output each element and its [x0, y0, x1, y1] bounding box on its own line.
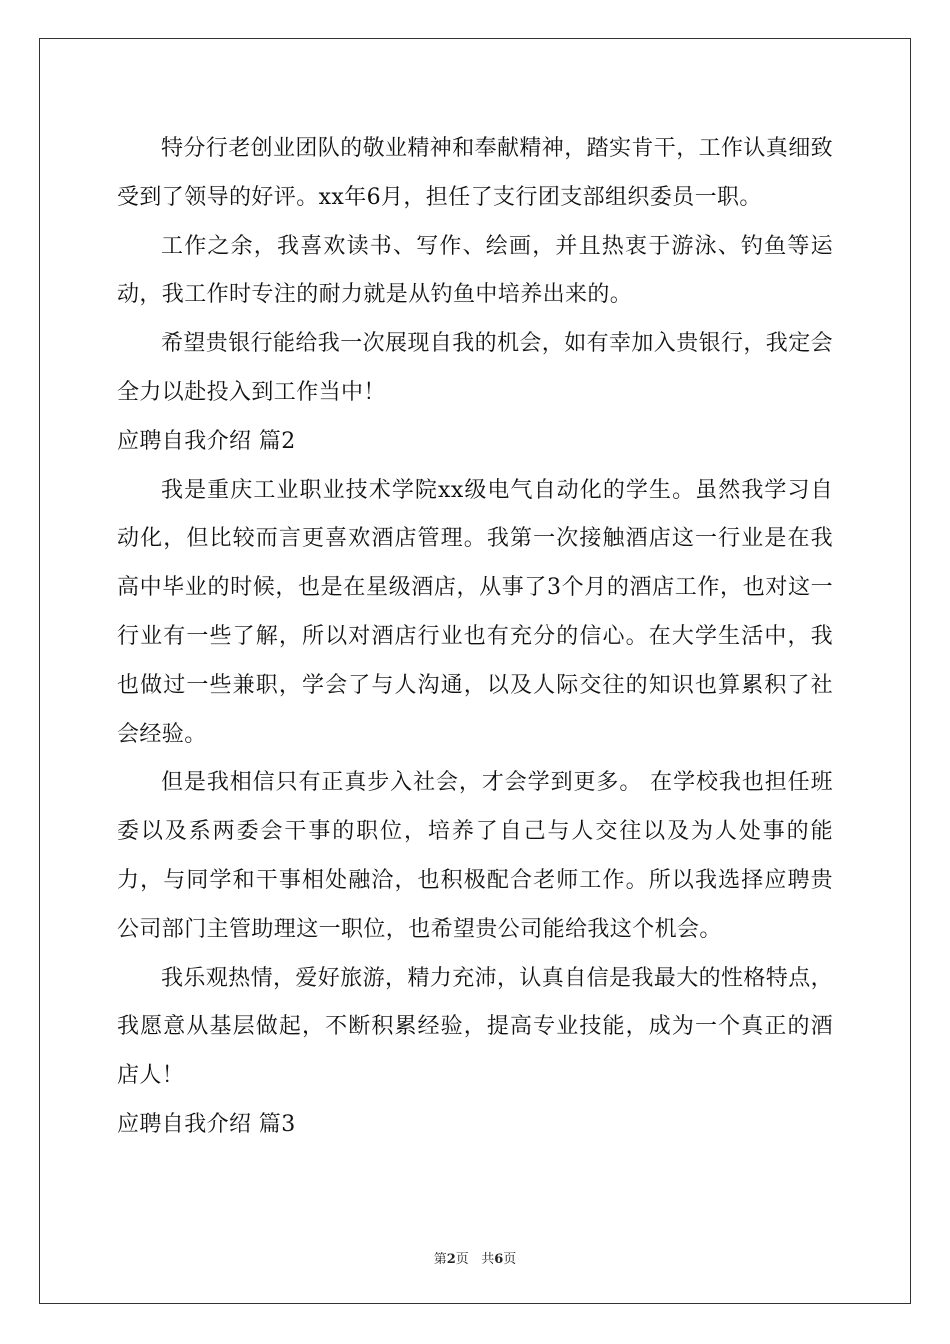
paragraph: 特分行老创业团队的敬业精神和奉献精神，踏实肯干，工作认真细致受到了领导的好评。xx年6月，担任了支行团支部组织委员一职。	[117, 136, 834, 210]
section-heading: 应聘自我介绍 篇3	[117, 1111, 296, 1137]
page-footer	[0, 1248, 950, 1267]
page-number: 2	[446, 1252, 456, 1267]
paragraph: 希望贵银行能给我一次展现自我的机会，如有幸加入贵银行，我定会全力以赴投入到工作当中！	[117, 331, 834, 405]
page-prefix: 第	[433, 1252, 447, 1267]
total-suffix: 页	[503, 1252, 517, 1267]
total-pages: 6	[494, 1252, 504, 1267]
document-body	[117, 125, 833, 1150]
paragraph: 工作之余，我喜欢读书、写作、绘画，并且热衷于游泳、钓鱼等运动，我工作时专注的耐力就是从钓鱼中培养出来的。	[117, 233, 833, 308]
total-prefix: 共	[481, 1252, 495, 1267]
paragraph: 我是重庆工业职业技术学院xx级电气自动化的学生。虽然我学习自动化，但比较而言更喜欢酒店管理。我第一次接触酒店这一行业是在我高中毕业的时候，也是在星级酒店，从事了3个月的酒店工作，也对这一行业有一些了解，所以对酒店行业也有充分的信心。在大学生活中，我也做过一些兼职，学会了与人沟通，以及人际交往的知识也算累积了社会经验。	[117, 477, 833, 747]
page-suffix: 页	[455, 1252, 469, 1267]
paragraph: 但是我相信只有正真步入社会，才会学到更多。 在学校我也担任班委以及系两委会干事的职位，培养了自己与人交往以及为人处事的能力，与同学和干事相处融洽，也积极配合老师工作。所以我选择应聘贵公司部门主管助理这一职位，也希望贵公司能给我这个机会。	[117, 770, 833, 942]
paragraph: 我乐观热情，爱好旅游，精力充沛，认真自信是我最大的性格特点，我愿意从基层做起，不断积累经验，提高专业技能，成为一个真正的酒店人！	[117, 965, 834, 1089]
section-heading: 应聘自我介绍 篇2	[117, 428, 296, 454]
